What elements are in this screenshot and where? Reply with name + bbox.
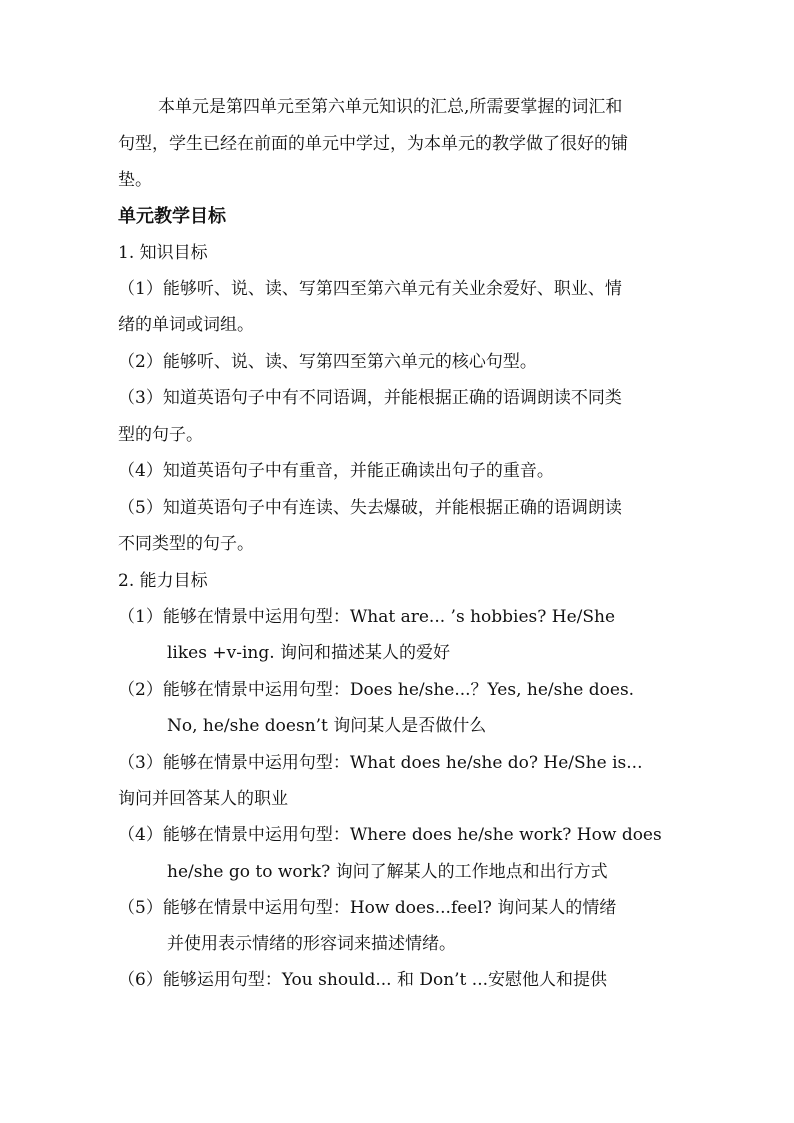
knowledge-goal-4: （4）知道英语句子中有重音，并能正确读出句子的重音。 bbox=[118, 461, 554, 481]
knowledge-goal-5-line-1: （5）知道英语句子中有连读、失去爆破，并能根据正确的语调朗读 bbox=[118, 498, 622, 518]
ability-goal-1-line-2: likes +v-ing. 询问和描述某人的爱好 bbox=[167, 643, 451, 663]
ability-goal-6-line-1: （6）能够运用句型：You should... 和 Don’t ...安慰他人和提供 bbox=[118, 970, 608, 990]
ability-goals-title: 2. 能力目标 bbox=[118, 571, 208, 591]
ability-goal-4-line-1: （4）能够在情景中运用句型：Where does he/she work? How does bbox=[118, 825, 662, 845]
ability-goal-5-line-2: 并使用表示情绪的形容词来描述情绪。 bbox=[167, 934, 456, 954]
knowledge-goal-3-line-2: 型的句子。 bbox=[118, 425, 203, 445]
intro-line-3: 垫。 bbox=[118, 170, 152, 190]
ability-goal-3-line-1: （3）能够在情景中运用句型：What does he/she do? He/She is... bbox=[118, 753, 643, 773]
unit-goals-heading: 单元教学目标 bbox=[118, 206, 226, 227]
ability-goal-5-line-1: （5）能够在情景中运用句型：How does...feel? 询问某人的情绪 bbox=[118, 898, 617, 918]
knowledge-goal-3-line-1: （3）知道英语句子中有不同语调，并能根据正确的语调朗读不同类 bbox=[118, 388, 622, 408]
knowledge-goals-title: 1. 知识目标 bbox=[118, 243, 208, 263]
intro-line-1: 本单元是第四单元至第六单元知识的汇总,所需要掌握的词汇和 bbox=[158, 97, 623, 117]
knowledge-goal-5-line-2: 不同类型的句子。 bbox=[118, 534, 254, 554]
ability-goal-2-line-2: No, he/she doesn’t 询问某人是否做什么 bbox=[167, 716, 487, 736]
intro-line-2: 句型，学生已经在前面的单元中学过，为本单元的教学做了很好的铺 bbox=[118, 134, 628, 154]
knowledge-goal-2: （2）能够听、说、读、写第四至第六单元的核心句型。 bbox=[118, 352, 537, 372]
knowledge-goal-1-line-1: （1）能够听、说、读、写第四至第六单元有关业余爱好、职业、情 bbox=[118, 279, 622, 299]
ability-goal-2-line-1: （2）能够在情景中运用句型：Does he/she...？Yes, he/she does. bbox=[118, 680, 635, 700]
ability-goal-1-line-1: （1）能够在情景中运用句型：What are... ’s hobbies? He/She bbox=[118, 607, 616, 627]
ability-goal-3-line-2: 询问并回答某人的职业 bbox=[118, 789, 288, 809]
ability-goal-4-line-2: he/she go to work? 询问了解某人的工作地点和出行方式 bbox=[167, 862, 608, 882]
knowledge-goal-1-line-2: 绪的单词或词组。 bbox=[118, 315, 254, 335]
